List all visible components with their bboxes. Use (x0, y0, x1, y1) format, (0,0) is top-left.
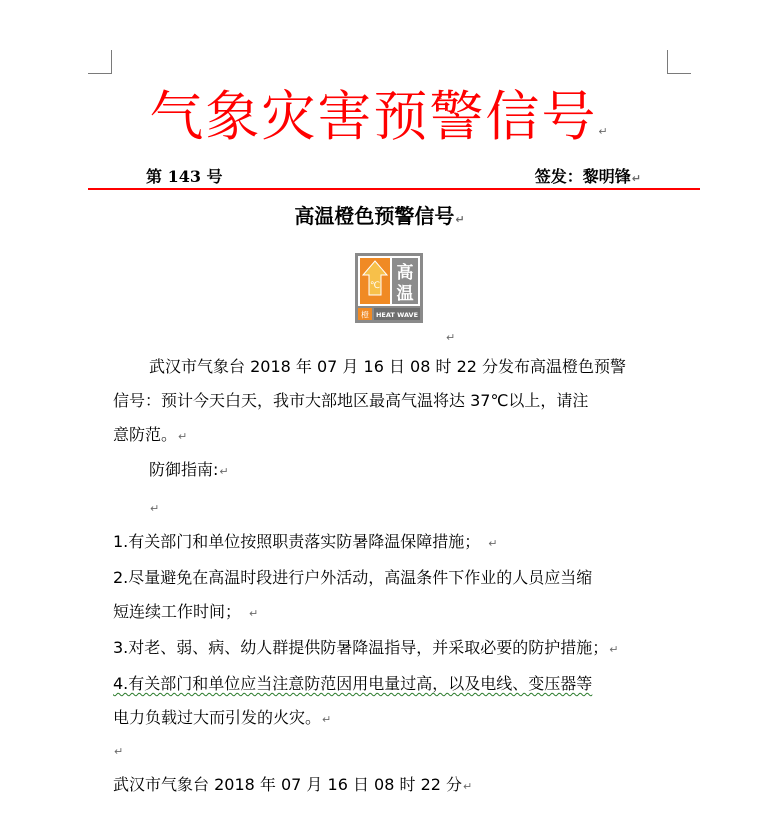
para1-line-3: 意防范。↵ (113, 425, 188, 444)
list-item: 2.尽量避免在高温时段进行户外活动，高温条件下作业的人员应当缩 (113, 568, 593, 587)
para1-line-1: 武汉市气象台 2018 年 07 月 16 日 08 时 22 分发布高温橙色预警 (149, 357, 627, 376)
empty-paragraph: ↵ (150, 502, 160, 515)
announcement-paragraph (113, 350, 673, 454)
document-title: 气象灾害预警信号↵ (149, 85, 610, 148)
icon-cn-label: 橙 (361, 310, 369, 320)
paragraph-mark: ↵ (446, 331, 456, 344)
issue-number: 第 143 号 (146, 167, 223, 186)
icon-char-bottom: 温 (396, 284, 414, 304)
guide-list (113, 525, 673, 737)
crop-mark-top-right (667, 50, 668, 74)
signal-title: 高温橙色预警信号↵ (294, 204, 465, 228)
crop-mark-top-left (111, 50, 112, 74)
para1-line-2: 信号：预计今天白天，我市大部地区最高气温将达 37℃以上，请注 (113, 391, 589, 410)
degree-label: ℃ (369, 281, 381, 291)
empty-paragraph: ↵ (114, 745, 124, 758)
list-item: 1.有关部门和单位按照职责落实防暑降温保障措施； ↵ (113, 532, 498, 551)
list-item: 3.对老、弱、病、幼人群提供防暑降温指导，并采取必要的防护措施；↵ (113, 638, 619, 657)
issuer-footer: 武汉市气象台 2018 年 07 月 16 日 08 时 22 分↵ (113, 775, 473, 794)
list-item: 4.有关部门和单位应当注意防范因用电量过高，以及电线、变压器等 (113, 674, 593, 693)
crop-mark-top-left-h (88, 73, 112, 74)
crop-mark-top-right-h (667, 73, 691, 74)
guide-label: 防御指南:↵ (149, 460, 229, 479)
icon-en-label: HEAT WAVE (375, 311, 419, 319)
high-temperature-orange-warning-icon (355, 253, 423, 323)
list-item: 电力负载过大而引发的火灾。↵ (113, 708, 332, 727)
signer: 签发：黎明锋↵ (534, 167, 641, 186)
red-divider (88, 188, 700, 190)
list-item: 短连续工作时间； ↵ (113, 602, 259, 621)
icon-char-top: 高 (396, 263, 414, 283)
